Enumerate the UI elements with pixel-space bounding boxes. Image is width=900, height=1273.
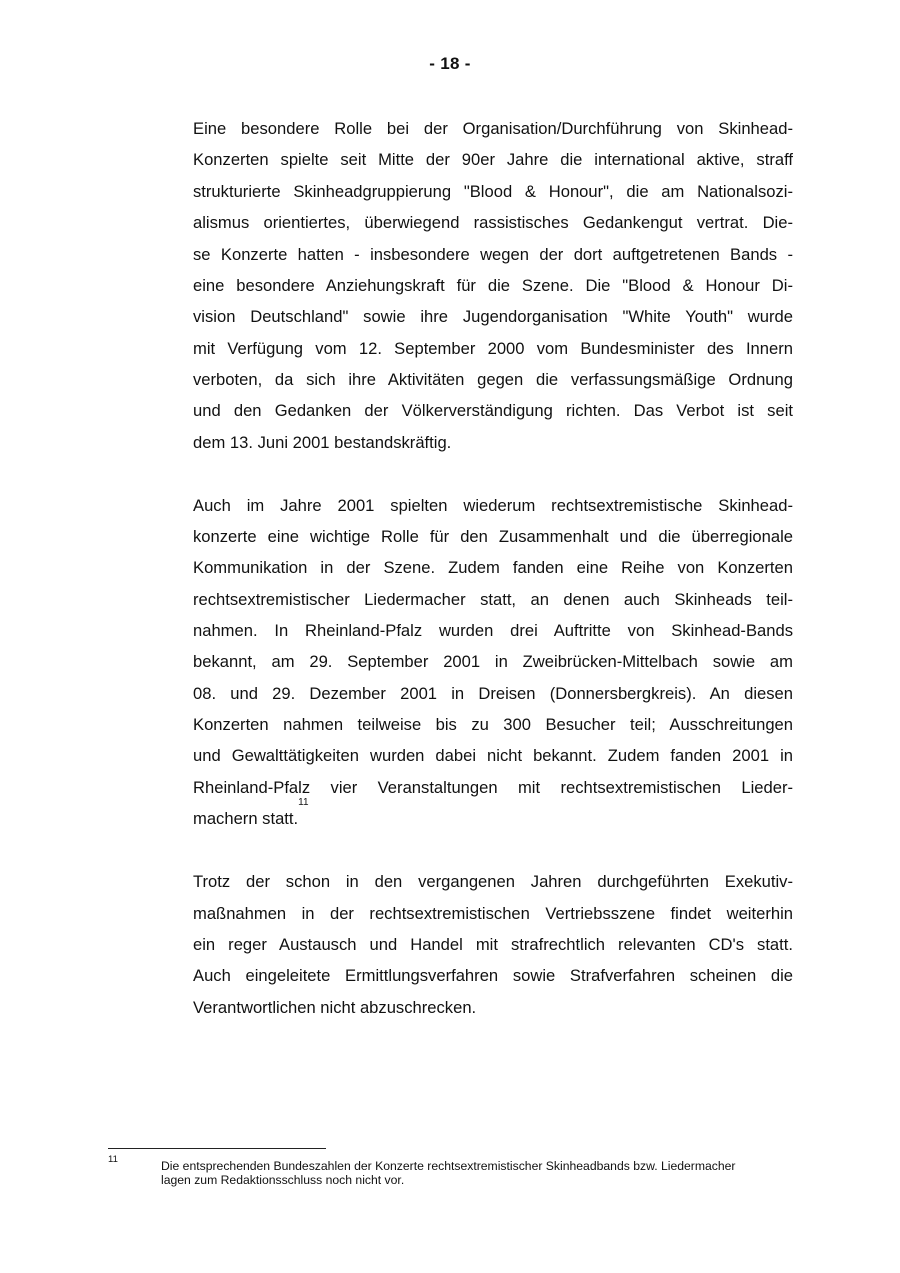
text-line: bekannt, am 29. September 2001 in Zweibrücken-Mittelbach sowie am <box>193 652 793 671</box>
text-line: vision Deutschland" sowie ihre Jugendorganisation "White Youth" wurde <box>193 307 793 326</box>
text-line: se Konzerte hatten - insbesondere wegen der dort auftgetretenen Bands - <box>193 245 793 264</box>
text-line: Kommunikation in der Szene. Zudem fanden eine Reihe von Konzerten <box>193 558 793 577</box>
text-line: mit Verfügung vom 12. September 2000 vom Bundesminister des Innern <box>193 339 793 358</box>
text-line: und Gewalttätigkeiten wurden dabei nicht bekannt. Zudem fanden 2001 in <box>193 746 793 765</box>
text-line: verboten, da sich ihre Aktivitäten gegen die verfassungsmäßige Ordnung <box>193 370 793 389</box>
text-line: Verantwortlichen nicht abzuschrecken. <box>193 998 477 1017</box>
text-line: Konzerten spielte seit Mitte der 90er Jahre die international aktive, straff <box>193 150 793 169</box>
text-line: dem 13. Juni 2001 bestandskräftig. <box>193 433 452 452</box>
page-number: - 18 - <box>429 54 471 73</box>
text-line: Eine besondere Rolle bei der Organisation/Durchführung von Skinhead- <box>193 119 793 138</box>
text-line: alismus orientiertes, überwiegend rassistisches Gedankengut vertrat. Die- <box>193 213 793 232</box>
text-line: strukturierte Skinheadgruppierung "Blood & Honour", die am Nationalsozi- <box>193 182 793 201</box>
text-line: Rheinland-Pfalz vier Veranstaltungen mit rechtsextremistischen Lieder- <box>193 778 793 797</box>
text-line: konzerte eine wichtige Rolle für den Zusammenhalt und die überregionale <box>193 527 793 546</box>
footnote-marker: 11 <box>108 1154 118 1165</box>
footnote-text-line: Die entsprechenden Bundeszahlen der Konzerte rechtsextremistischer Skinheadbands bzw. Liedermacher <box>161 1159 736 1173</box>
text-line-content: machern statt. <box>193 809 299 828</box>
footnote-reference[interactable]: 11 <box>298 797 309 808</box>
text-line: Auch eingeleitete Ermittlungsverfahren sowie Strafverfahren scheinen die <box>193 966 793 985</box>
footnote-text-line: lagen zum Redaktionsschluss noch nicht vor. <box>161 1173 405 1187</box>
text-line: eine besondere Anziehungskraft für die Szene. Die "Blood & Honour Di- <box>193 276 793 295</box>
text-line: Konzerten nahmen teilweise bis zu 300 Besucher teil; Ausschreitungen <box>193 715 793 734</box>
text-line: Trotz der schon in den vergangenen Jahren durchgeführten Exekutiv- <box>193 872 793 891</box>
text-line <box>193 797 793 829</box>
text-line: rechtsextremistischer Liedermacher statt, an denen auch Skinheads teil- <box>193 590 793 609</box>
text-line: ein reger Austausch und Handel mit strafrechtlich relevanten CD's statt. <box>193 935 793 954</box>
footnote-separator <box>108 1148 326 1149</box>
text-line: maßnahmen in der rechtsextremistischen Vertriebsszene findet weiterhin <box>193 904 793 923</box>
text-line: 08. und 29. Dezember 2001 in Dreisen (Donnersbergkreis). An diesen <box>193 684 793 703</box>
text-line: Auch im Jahre 2001 spielten wiederum rechtsextremistische Skinhead- <box>193 496 793 515</box>
text-line: nahmen. In Rheinland-Pfalz wurden drei Auftritte von Skinhead-Bands <box>193 621 793 640</box>
text-line: und den Gedanken der Völkerverständigung richten. Das Verbot ist seit <box>193 401 793 420</box>
